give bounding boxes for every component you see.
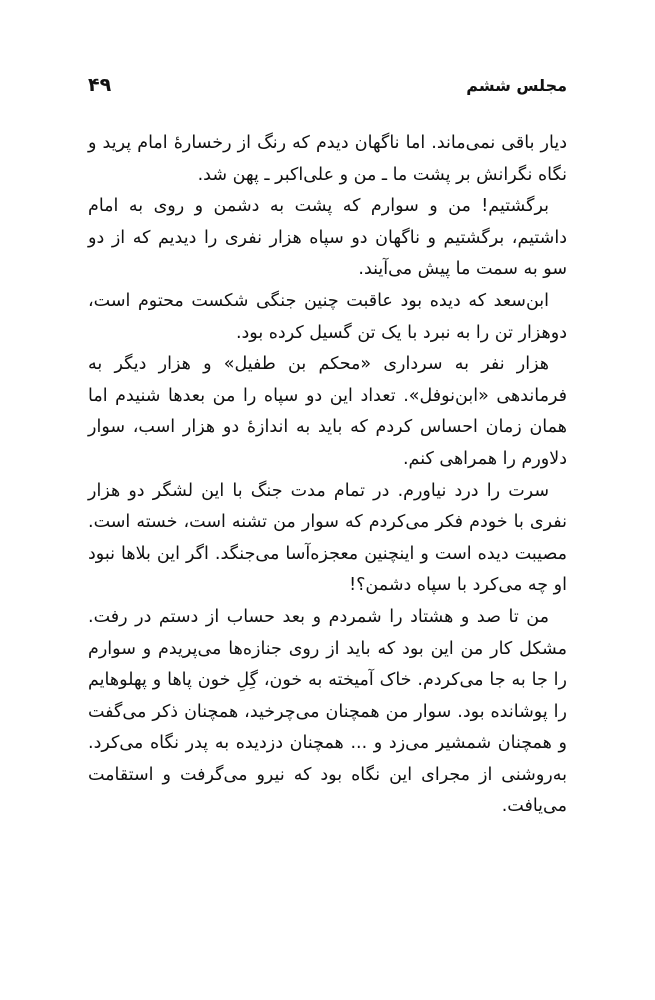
paragraph-3: ابن‌سعد که دیده بود عاقبت چنین جنگی شکست محتوم است، دوهزار تن را به نبرد با یک تن گسیل کرده بود. [88,290,567,343]
paragraph-4: هزار نفر به سرداری «محکم بن طفیل» و هزار دیگر به فرماندهی «ابن‌نوفل». تعداد این دو سپاه را من بعدها شنیدم اما همان زمان احساس کردم که باید به اندازهٔ دو هزار اسب، سوار دلاورم را همراهی کنم. [88,354,567,469]
paragraph-1: دیار باقی نمی‌ماند. اما ناگهان دیدم که رنگ از رخسارهٔ امام پرید و نگاه نگرانش بر پشت ما ـ من و علی‌اکبر ـ پهن شد. [88,133,567,185]
paragraph-5: سرت را درد نیاورم. در تمام مدت جنگ با این لشگر دو هزار نفری با خودم فکر می‌کردم که سوار من تشنه است، خسته است. مصیبت دیده است و اینچنین معجزه‌آسا می‌جنگد. اگر این بلاها نبود او چه می‌کرد با سپاه دشمن؟! [88,480,567,596]
running-head [88,74,567,104]
chapter-title: مجلس ششم [466,76,567,95]
page-number: ۴۹ [88,74,112,96]
body-text [88,128,567,823]
paragraph-2: برگشتیم! من و سوارم که پشت به دشمن و روی به امام داشتیم، برگشتیم و ناگهان دو سپاه هزار نفری را دیدیم که از دو سو به سمت ما پیش می‌آیند. [88,196,567,280]
paragraph-6: من تا صد و هشتاد را شمردم و بعد حساب از دستم در رفت. مشکل کار من این بود که باید از روی جنازه‌ها می‌پریدم و سوارم را جا به جا می‌کردم. خاک آمیخته به خون، گِلِ خون پاها و پهلوهایم را پوشانده بود. سوار من همچنان می‌چرخید، همچنان ذکر می‌گفت و همچنان شمشیر می‌زد و ... همچنان دزدیده به پدر نگاه می‌کرد. به‌روشنی از مجرای این نگاه بود که نیرو می‌گرفت و استقامت می‌یافت. [88,606,567,817]
